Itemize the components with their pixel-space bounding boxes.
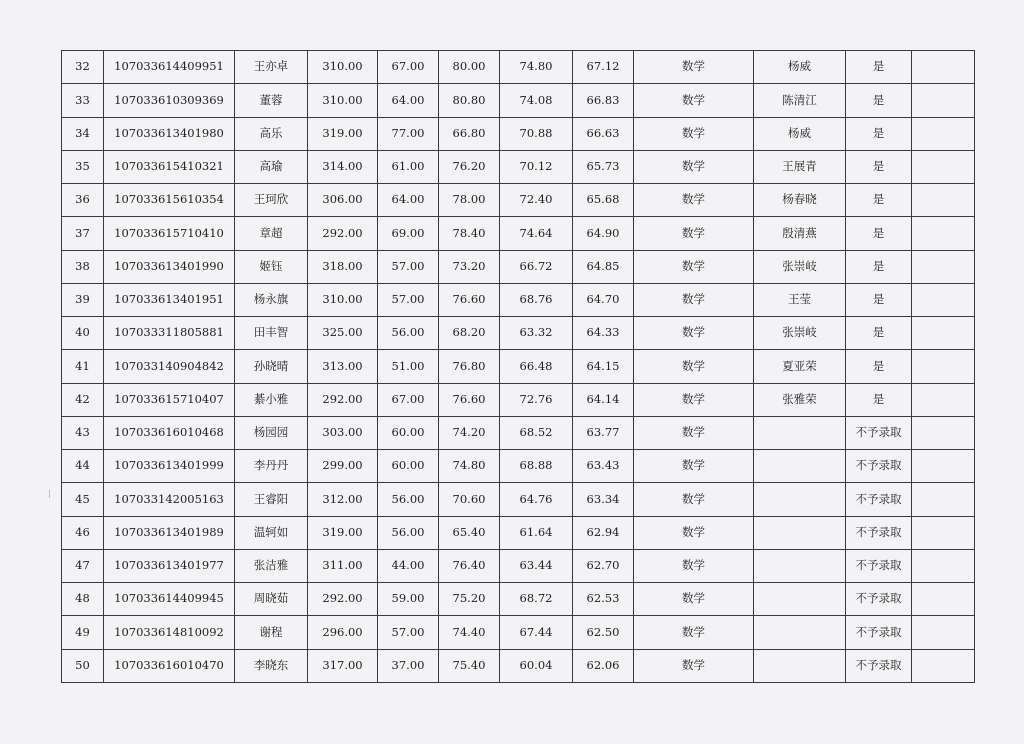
retest-score-2-cell: 68.20	[439, 317, 500, 350]
major-cell: 数学	[634, 283, 754, 316]
table-row	[62, 317, 975, 350]
note-cell	[912, 616, 975, 649]
row-number-cell: 39	[62, 283, 104, 316]
major-cell: 数学	[634, 383, 754, 416]
admission-decision-cell: 是	[846, 317, 912, 350]
note-cell	[912, 516, 975, 549]
major-cell: 数学	[634, 416, 754, 449]
exam-id-cell: 107033615410321	[104, 150, 235, 183]
table-row	[62, 117, 975, 150]
row-number-cell: 35	[62, 150, 104, 183]
retest-total-cell: 66.48	[500, 350, 573, 383]
retest-score-2-cell: 74.80	[439, 450, 500, 483]
final-score-cell: 66.63	[573, 117, 634, 150]
final-score-cell: 64.90	[573, 217, 634, 250]
retest-total-cell: 64.76	[500, 483, 573, 516]
retest-score-1-cell: 59.00	[378, 583, 439, 616]
initial-score-cell: 319.00	[308, 117, 378, 150]
note-cell	[912, 184, 975, 217]
admission-decision-cell: 不予录取	[846, 616, 912, 649]
retest-total-cell: 68.88	[500, 450, 573, 483]
note-cell	[912, 117, 975, 150]
retest-score-2-cell: 76.20	[439, 150, 500, 183]
final-score-cell: 62.70	[573, 549, 634, 582]
initial-score-cell: 292.00	[308, 583, 378, 616]
major-cell: 数学	[634, 150, 754, 183]
note-cell	[912, 450, 975, 483]
row-number-cell: 47	[62, 549, 104, 582]
row-number-cell: 48	[62, 583, 104, 616]
note-cell	[912, 350, 975, 383]
retest-score-2-cell: 80.80	[439, 84, 500, 117]
candidate-name-cell: 孙晓晴	[235, 350, 308, 383]
table-row	[62, 549, 975, 582]
retest-score-2-cell: 74.20	[439, 416, 500, 449]
admission-decision-cell: 不予录取	[846, 450, 912, 483]
initial-score-cell: 319.00	[308, 516, 378, 549]
retest-score-2-cell: 66.80	[439, 117, 500, 150]
candidate-name-cell: 张洁雅	[235, 549, 308, 582]
candidate-name-cell: 章超	[235, 217, 308, 250]
candidate-name-cell: 杨永旗	[235, 283, 308, 316]
retest-total-cell: 74.80	[500, 51, 573, 84]
retest-score-1-cell: 64.00	[378, 84, 439, 117]
exam-id-cell: 107033613401989	[104, 516, 235, 549]
candidate-name-cell: 周晓茹	[235, 583, 308, 616]
retest-total-cell: 74.08	[500, 84, 573, 117]
retest-score-1-cell: 61.00	[378, 150, 439, 183]
advisor-cell: 张雅荣	[754, 383, 846, 416]
initial-score-cell: 292.00	[308, 217, 378, 250]
table-row	[62, 416, 975, 449]
final-score-cell: 64.70	[573, 283, 634, 316]
note-cell	[912, 483, 975, 516]
candidate-name-cell: 綦小雅	[235, 383, 308, 416]
admission-decision-cell: 不予录取	[846, 549, 912, 582]
retest-total-cell: 60.04	[500, 649, 573, 682]
candidate-name-cell: 田丰智	[235, 317, 308, 350]
note-cell	[912, 583, 975, 616]
retest-score-1-cell: 56.00	[378, 483, 439, 516]
initial-score-cell: 311.00	[308, 549, 378, 582]
admission-decision-cell: 是	[846, 84, 912, 117]
advisor-cell: 王展青	[754, 150, 846, 183]
retest-score-2-cell: 78.40	[439, 217, 500, 250]
initial-score-cell: 317.00	[308, 649, 378, 682]
note-cell	[912, 150, 975, 183]
retest-score-1-cell: 57.00	[378, 616, 439, 649]
row-number-cell: 37	[62, 217, 104, 250]
retest-total-cell: 66.72	[500, 250, 573, 283]
retest-total-cell: 67.44	[500, 616, 573, 649]
row-number-cell: 44	[62, 450, 104, 483]
retest-total-cell: 63.44	[500, 549, 573, 582]
candidate-name-cell: 李丹丹	[235, 450, 308, 483]
retest-total-cell: 61.64	[500, 516, 573, 549]
table-row	[62, 350, 975, 383]
major-cell: 数学	[634, 516, 754, 549]
exam-id-cell: 107033613401990	[104, 250, 235, 283]
row-number-cell: 46	[62, 516, 104, 549]
row-number-cell: 41	[62, 350, 104, 383]
exam-id-cell: 107033615710407	[104, 383, 235, 416]
admission-decision-cell: 不予录取	[846, 583, 912, 616]
scan-mark	[49, 490, 50, 498]
initial-score-cell: 318.00	[308, 250, 378, 283]
admission-results-table	[61, 50, 975, 683]
exam-id-cell: 107033614810092	[104, 616, 235, 649]
table-row	[62, 150, 975, 183]
major-cell: 数学	[634, 350, 754, 383]
major-cell: 数学	[634, 583, 754, 616]
retest-score-1-cell: 67.00	[378, 383, 439, 416]
table-row	[62, 184, 975, 217]
initial-score-cell: 310.00	[308, 51, 378, 84]
retest-score-1-cell: 60.00	[378, 416, 439, 449]
retest-score-2-cell: 75.40	[439, 649, 500, 682]
advisor-cell	[754, 549, 846, 582]
final-score-cell: 62.94	[573, 516, 634, 549]
retest-score-2-cell: 73.20	[439, 250, 500, 283]
exam-id-cell: 107033613401951	[104, 283, 235, 316]
retest-total-cell: 68.76	[500, 283, 573, 316]
admission-decision-cell: 是	[846, 283, 912, 316]
advisor-cell: 夏亚荣	[754, 350, 846, 383]
admission-decision-cell: 是	[846, 250, 912, 283]
retest-score-2-cell: 65.40	[439, 516, 500, 549]
initial-score-cell: 310.00	[308, 84, 378, 117]
candidate-name-cell: 杨园园	[235, 416, 308, 449]
table-row	[62, 616, 975, 649]
table-row	[62, 516, 975, 549]
row-number-cell: 42	[62, 383, 104, 416]
advisor-cell: 陈清江	[754, 84, 846, 117]
final-score-cell: 63.77	[573, 416, 634, 449]
admission-decision-cell: 是	[846, 383, 912, 416]
initial-score-cell: 312.00	[308, 483, 378, 516]
major-cell: 数学	[634, 84, 754, 117]
row-number-cell: 45	[62, 483, 104, 516]
note-cell	[912, 51, 975, 84]
retest-total-cell: 68.52	[500, 416, 573, 449]
note-cell	[912, 416, 975, 449]
retest-score-2-cell: 76.40	[439, 549, 500, 582]
exam-id-cell: 107033614409945	[104, 583, 235, 616]
advisor-cell: 王莹	[754, 283, 846, 316]
retest-total-cell: 72.40	[500, 184, 573, 217]
final-score-cell: 64.15	[573, 350, 634, 383]
retest-score-1-cell: 51.00	[378, 350, 439, 383]
exam-id-cell: 107033610309369	[104, 84, 235, 117]
note-cell	[912, 317, 975, 350]
exam-id-cell: 107033614409951	[104, 51, 235, 84]
table-row	[62, 583, 975, 616]
row-number-cell: 38	[62, 250, 104, 283]
retest-total-cell: 70.88	[500, 117, 573, 150]
candidate-name-cell: 王睿阳	[235, 483, 308, 516]
major-cell: 数学	[634, 483, 754, 516]
retest-score-2-cell: 78.00	[439, 184, 500, 217]
admission-decision-cell: 是	[846, 51, 912, 84]
retest-score-2-cell: 80.00	[439, 51, 500, 84]
initial-score-cell: 296.00	[308, 616, 378, 649]
major-cell: 数学	[634, 616, 754, 649]
final-score-cell: 64.14	[573, 383, 634, 416]
admission-decision-cell: 是	[846, 350, 912, 383]
major-cell: 数学	[634, 549, 754, 582]
exam-id-cell: 107033142005163	[104, 483, 235, 516]
retest-score-1-cell: 67.00	[378, 51, 439, 84]
exam-id-cell: 107033615710410	[104, 217, 235, 250]
table-row	[62, 483, 975, 516]
candidate-name-cell: 姬钰	[235, 250, 308, 283]
admission-decision-cell: 是	[846, 184, 912, 217]
final-score-cell: 63.34	[573, 483, 634, 516]
note-cell	[912, 549, 975, 582]
retest-score-2-cell: 76.80	[439, 350, 500, 383]
major-cell: 数学	[634, 450, 754, 483]
initial-score-cell: 310.00	[308, 283, 378, 316]
retest-score-1-cell: 44.00	[378, 549, 439, 582]
admission-decision-cell: 是	[846, 117, 912, 150]
retest-score-2-cell: 74.40	[439, 616, 500, 649]
note-cell	[912, 250, 975, 283]
retest-score-1-cell: 77.00	[378, 117, 439, 150]
table-row	[62, 283, 975, 316]
note-cell	[912, 283, 975, 316]
table-row	[62, 649, 975, 682]
advisor-cell	[754, 583, 846, 616]
retest-score-1-cell: 64.00	[378, 184, 439, 217]
exam-id-cell: 107033613401999	[104, 450, 235, 483]
final-score-cell: 64.85	[573, 250, 634, 283]
major-cell: 数学	[634, 184, 754, 217]
note-cell	[912, 649, 975, 682]
final-score-cell: 67.12	[573, 51, 634, 84]
candidate-name-cell: 高乐	[235, 117, 308, 150]
candidate-name-cell: 谢程	[235, 616, 308, 649]
table-row	[62, 450, 975, 483]
row-number-cell: 40	[62, 317, 104, 350]
advisor-cell	[754, 416, 846, 449]
advisor-cell: 殷清燕	[754, 217, 846, 250]
exam-id-cell: 107033616010468	[104, 416, 235, 449]
major-cell: 数学	[634, 217, 754, 250]
retest-total-cell: 74.64	[500, 217, 573, 250]
initial-score-cell: 314.00	[308, 150, 378, 183]
exam-id-cell: 107033140904842	[104, 350, 235, 383]
row-number-cell: 36	[62, 184, 104, 217]
admission-decision-cell: 是	[846, 150, 912, 183]
exam-id-cell: 107033615610354	[104, 184, 235, 217]
retest-score-2-cell: 70.60	[439, 483, 500, 516]
table-row	[62, 250, 975, 283]
major-cell: 数学	[634, 51, 754, 84]
final-score-cell: 63.43	[573, 450, 634, 483]
retest-score-1-cell: 56.00	[378, 516, 439, 549]
retest-score-1-cell: 56.00	[378, 317, 439, 350]
admission-decision-cell: 不予录取	[846, 416, 912, 449]
table-row	[62, 84, 975, 117]
retest-score-2-cell: 76.60	[439, 283, 500, 316]
table-row	[62, 383, 975, 416]
initial-score-cell: 313.00	[308, 350, 378, 383]
final-score-cell: 66.83	[573, 84, 634, 117]
admission-decision-cell: 不予录取	[846, 649, 912, 682]
major-cell: 数学	[634, 250, 754, 283]
advisor-cell: 杨威	[754, 51, 846, 84]
advisor-cell	[754, 483, 846, 516]
admission-decision-cell: 是	[846, 217, 912, 250]
retest-score-1-cell: 60.00	[378, 450, 439, 483]
candidate-name-cell: 王亦卓	[235, 51, 308, 84]
retest-score-1-cell: 57.00	[378, 250, 439, 283]
note-cell	[912, 383, 975, 416]
admission-decision-cell: 不予录取	[846, 483, 912, 516]
initial-score-cell: 306.00	[308, 184, 378, 217]
final-score-cell: 62.50	[573, 616, 634, 649]
retest-score-1-cell: 69.00	[378, 217, 439, 250]
row-number-cell: 50	[62, 649, 104, 682]
row-number-cell: 34	[62, 117, 104, 150]
major-cell: 数学	[634, 649, 754, 682]
row-number-cell: 33	[62, 84, 104, 117]
exam-id-cell: 107033613401977	[104, 549, 235, 582]
retest-score-2-cell: 76.60	[439, 383, 500, 416]
advisor-cell	[754, 616, 846, 649]
retest-total-cell: 63.32	[500, 317, 573, 350]
retest-score-2-cell: 75.20	[439, 583, 500, 616]
table-row	[62, 51, 975, 84]
exam-id-cell: 107033613401980	[104, 117, 235, 150]
final-score-cell: 62.53	[573, 583, 634, 616]
retest-total-cell: 68.72	[500, 583, 573, 616]
final-score-cell: 62.06	[573, 649, 634, 682]
exam-id-cell: 107033616010470	[104, 649, 235, 682]
advisor-cell: 杨威	[754, 117, 846, 150]
candidate-name-cell: 高瑜	[235, 150, 308, 183]
admission-decision-cell: 不予录取	[846, 516, 912, 549]
candidate-name-cell: 温轲如	[235, 516, 308, 549]
note-cell	[912, 217, 975, 250]
row-number-cell: 32	[62, 51, 104, 84]
note-cell	[912, 84, 975, 117]
row-number-cell: 43	[62, 416, 104, 449]
final-score-cell: 64.33	[573, 317, 634, 350]
retest-score-1-cell: 57.00	[378, 283, 439, 316]
candidate-name-cell: 李晓东	[235, 649, 308, 682]
initial-score-cell: 325.00	[308, 317, 378, 350]
retest-score-1-cell: 37.00	[378, 649, 439, 682]
final-score-cell: 65.73	[573, 150, 634, 183]
exam-id-cell: 107033311805881	[104, 317, 235, 350]
advisor-cell	[754, 516, 846, 549]
initial-score-cell: 303.00	[308, 416, 378, 449]
advisor-cell: 张崇岐	[754, 250, 846, 283]
advisor-cell	[754, 450, 846, 483]
table-row	[62, 217, 975, 250]
final-score-cell: 65.68	[573, 184, 634, 217]
initial-score-cell: 292.00	[308, 383, 378, 416]
major-cell: 数学	[634, 117, 754, 150]
advisor-cell: 杨春晓	[754, 184, 846, 217]
row-number-cell: 49	[62, 616, 104, 649]
candidate-name-cell: 董蓉	[235, 84, 308, 117]
advisor-cell: 张崇岐	[754, 317, 846, 350]
initial-score-cell: 299.00	[308, 450, 378, 483]
advisor-cell	[754, 649, 846, 682]
candidate-name-cell: 王珂欣	[235, 184, 308, 217]
retest-total-cell: 72.76	[500, 383, 573, 416]
retest-total-cell: 70.12	[500, 150, 573, 183]
major-cell: 数学	[634, 317, 754, 350]
